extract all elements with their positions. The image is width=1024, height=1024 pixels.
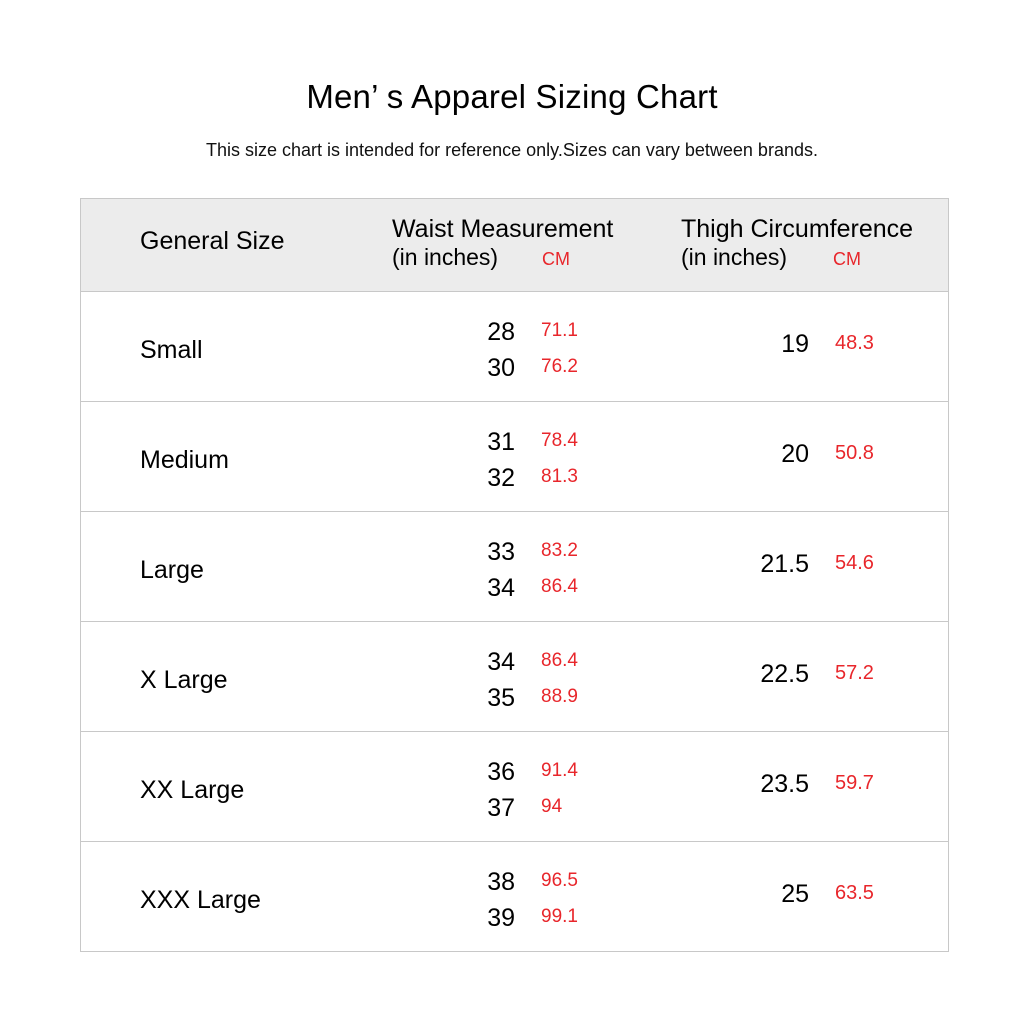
size-label: XX Large [140, 776, 245, 804]
waist-cm-low: 91.4 [541, 760, 578, 781]
header-waist-unit: (in inches) [392, 244, 499, 270]
thigh-inches: 25 [781, 880, 809, 908]
thigh-inches: 20 [781, 440, 809, 468]
size-label: Small [140, 336, 203, 364]
header-thigh-unit: (in inches) [681, 244, 788, 270]
page-subtitle: This size chart is intended for reference only.Sizes can vary between brands. [206, 140, 818, 160]
waist-cm-high: 86.4 [541, 576, 578, 597]
size-label: Medium [140, 446, 229, 474]
thigh-cm: 63.5 [835, 882, 874, 904]
waist-cm-high: 94 [541, 796, 563, 817]
thigh-cm: 54.6 [835, 552, 874, 574]
waist-cm-low: 78.4 [541, 430, 578, 451]
thigh-inches: 21.5 [760, 550, 809, 578]
waist-cm-high: 76.2 [541, 356, 578, 377]
waist-cm-high: 88.9 [541, 686, 578, 707]
waist-inches-high: 37 [487, 794, 515, 822]
table-row [81, 622, 948, 732]
header-thigh-cm: CM [833, 249, 861, 269]
table-row [81, 732, 948, 842]
table-header [81, 199, 948, 292]
table-row [81, 292, 948, 402]
waist-inches-low: 36 [487, 758, 515, 786]
waist-inches-high: 30 [487, 354, 515, 382]
thigh-cm: 59.7 [835, 772, 874, 794]
size-label: Large [140, 556, 204, 584]
size-label: XXX Large [140, 886, 261, 914]
waist-inches-low: 31 [487, 428, 515, 456]
waist-inches-high: 32 [487, 464, 515, 492]
waist-inches-high: 35 [487, 684, 515, 712]
thigh-cm: 48.3 [835, 332, 874, 354]
waist-inches-high: 34 [487, 574, 515, 602]
thigh-inches: 19 [781, 330, 809, 358]
table-row [81, 402, 948, 512]
header-waist-title: Waist Measurement [392, 215, 614, 243]
thigh-cm: 57.2 [835, 662, 874, 684]
waist-inches-low: 34 [487, 648, 515, 676]
table-row [81, 512, 948, 622]
size-chart-table [80, 198, 949, 952]
waist-cm-high: 99.1 [541, 906, 578, 927]
waist-cm-low: 96.5 [541, 870, 578, 891]
header-general-size: General Size [140, 227, 285, 255]
table-row [81, 842, 948, 952]
thigh-cm: 50.8 [835, 442, 874, 464]
waist-inches-low: 28 [487, 318, 515, 346]
thigh-inches: 23.5 [760, 770, 809, 798]
size-label: X Large [140, 666, 228, 694]
waist-cm-low: 71.1 [541, 320, 578, 341]
page-title: Men’ s Apparel Sizing Chart [306, 78, 718, 115]
thigh-inches: 22.5 [760, 660, 809, 688]
waist-inches-low: 38 [487, 868, 515, 896]
waist-cm-low: 86.4 [541, 650, 578, 671]
waist-inches-low: 33 [487, 538, 515, 566]
header-thigh-title: Thigh Circumference [681, 215, 914, 243]
waist-cm-low: 83.2 [541, 540, 578, 561]
waist-cm-high: 81.3 [541, 466, 578, 487]
header-waist-cm: CM [542, 249, 570, 269]
waist-inches-high: 39 [487, 904, 515, 932]
